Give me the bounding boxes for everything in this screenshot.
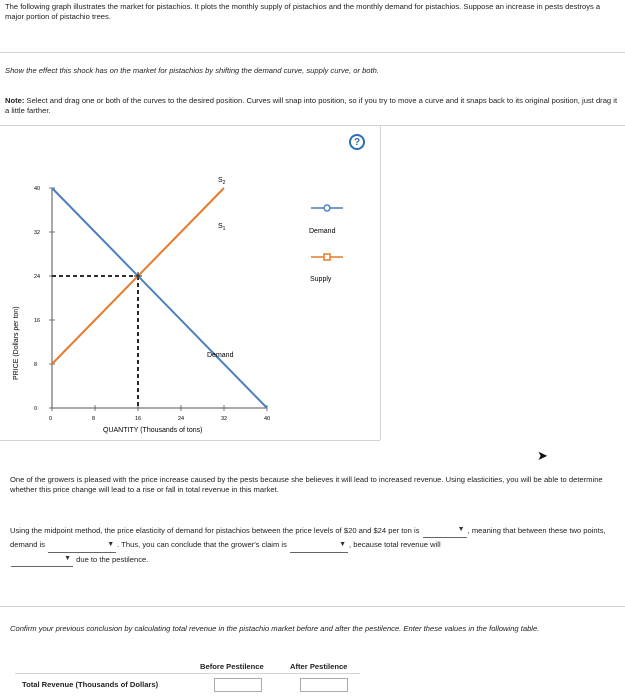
chevron-down-icon: ▼	[107, 540, 115, 548]
legend-supply-tool[interactable]	[310, 254, 343, 283]
question-part-3: . Thus, you can conclude that the grower's claim is	[117, 540, 287, 550]
legend-demand-tool[interactable]	[309, 205, 343, 235]
legend-demand-marker	[324, 205, 330, 211]
revenue-after-input[interactable]	[300, 678, 348, 692]
graph-frame-bottom	[0, 440, 380, 441]
x-axis-label: QUANTITY (Thousands of tons)	[103, 427, 203, 434]
intro-text: The following graph illustrates the market for pistachios. It plots the monthly supply of pistachios and the monthly demand for pistachios. Suppose an increase in pests destroys a major portion of pistachio trees.	[5, 2, 601, 22]
help-icon[interactable]: ?	[349, 134, 365, 150]
question-part-5: due to the pestilence.	[76, 554, 149, 564]
x-tick-label: 8	[92, 416, 96, 422]
note	[5, 96, 620, 117]
x-tick-label: 24	[178, 416, 185, 422]
legend-supply-marker	[324, 254, 330, 260]
chevron-down-icon: ▼	[339, 540, 347, 548]
divider	[0, 52, 625, 53]
revenue-instructions: Confirm your previous conclusion by calculating total revenue in the pistachio market before and after the pestilence. Enter these values in the following table.	[10, 624, 540, 633]
col-before-pestilence: Before Pestilence	[200, 662, 264, 671]
elasticity-value-dropdown[interactable]	[423, 526, 467, 538]
x-tick-label: 16	[135, 416, 142, 422]
y-tick-label: 0	[34, 406, 38, 412]
question-part-4: , because total revenue will	[349, 540, 441, 550]
legend-demand-label: Demand	[309, 228, 336, 235]
supply-curve-s1-label: $S_1$	[218, 223, 226, 232]
question-part-2: , meaning that between these two points, demand is	[10, 526, 606, 550]
table-rule	[15, 673, 360, 674]
note-text: Select and drag one or both of the curves to the desired position. Curves will snap into position, so if you try to move a curve and it snaps back to its original position, just drag it a little farther.	[5, 96, 618, 116]
mouse-cursor-icon: ➤	[537, 448, 548, 463]
y-tick-label: 24	[34, 274, 41, 280]
graph-frame-right	[380, 125, 381, 440]
y-tick-label: 32	[34, 230, 41, 236]
col-after-pestilence: After Pestilence	[290, 662, 348, 671]
task-instruction: Show the effect this shock has on the market for pistachios by shifting the demand curve, supply curve, or both.	[5, 66, 379, 75]
y-tick-label: 8	[34, 362, 38, 368]
claim-validity-dropdown[interactable]	[290, 541, 348, 553]
chevron-down-icon: ▼	[64, 554, 71, 562]
demand-curve-label: Demand	[207, 352, 234, 359]
y-tick-label: 40	[34, 186, 41, 192]
market-graph	[0, 150, 380, 440]
elasticity-intro: One of the growers is pleased with the price increase caused by the pests because she believes it will lead to increased revenue. Using elasticities, you will be able to determine whether this price change will lead to a rise or fall in total revenue in this market.	[10, 475, 603, 495]
y-tick-label: 16	[34, 318, 41, 324]
x-tick-label: 40	[264, 416, 271, 422]
question-part-1: Using the midpoint method, the price elasticity of demand for pistachios between the price levels of $20 and $24 per ton is	[10, 526, 420, 535]
divider	[0, 606, 625, 607]
demand-curve[interactable]	[52, 188, 267, 408]
x-tick-label: 32	[221, 416, 228, 422]
row-total-revenue: Total Revenue (Thousands of Dollars)	[22, 680, 159, 689]
elasticity-question	[10, 524, 615, 567]
chevron-down-icon: ▼	[457, 526, 465, 534]
graph-frame-top	[0, 125, 625, 126]
revenue-change-dropdown[interactable]	[11, 555, 73, 567]
y-axis-label: PRICE (Dollars per ton)	[13, 306, 20, 380]
revenue-before-input[interactable]	[214, 678, 262, 692]
supply-curve-s2-label: $S_2$	[218, 177, 226, 186]
x-tick-label: 0	[49, 416, 53, 422]
demand-type-dropdown[interactable]	[48, 541, 116, 553]
legend-supply-label: Supply	[310, 276, 332, 283]
note-label: Note:	[5, 96, 25, 105]
